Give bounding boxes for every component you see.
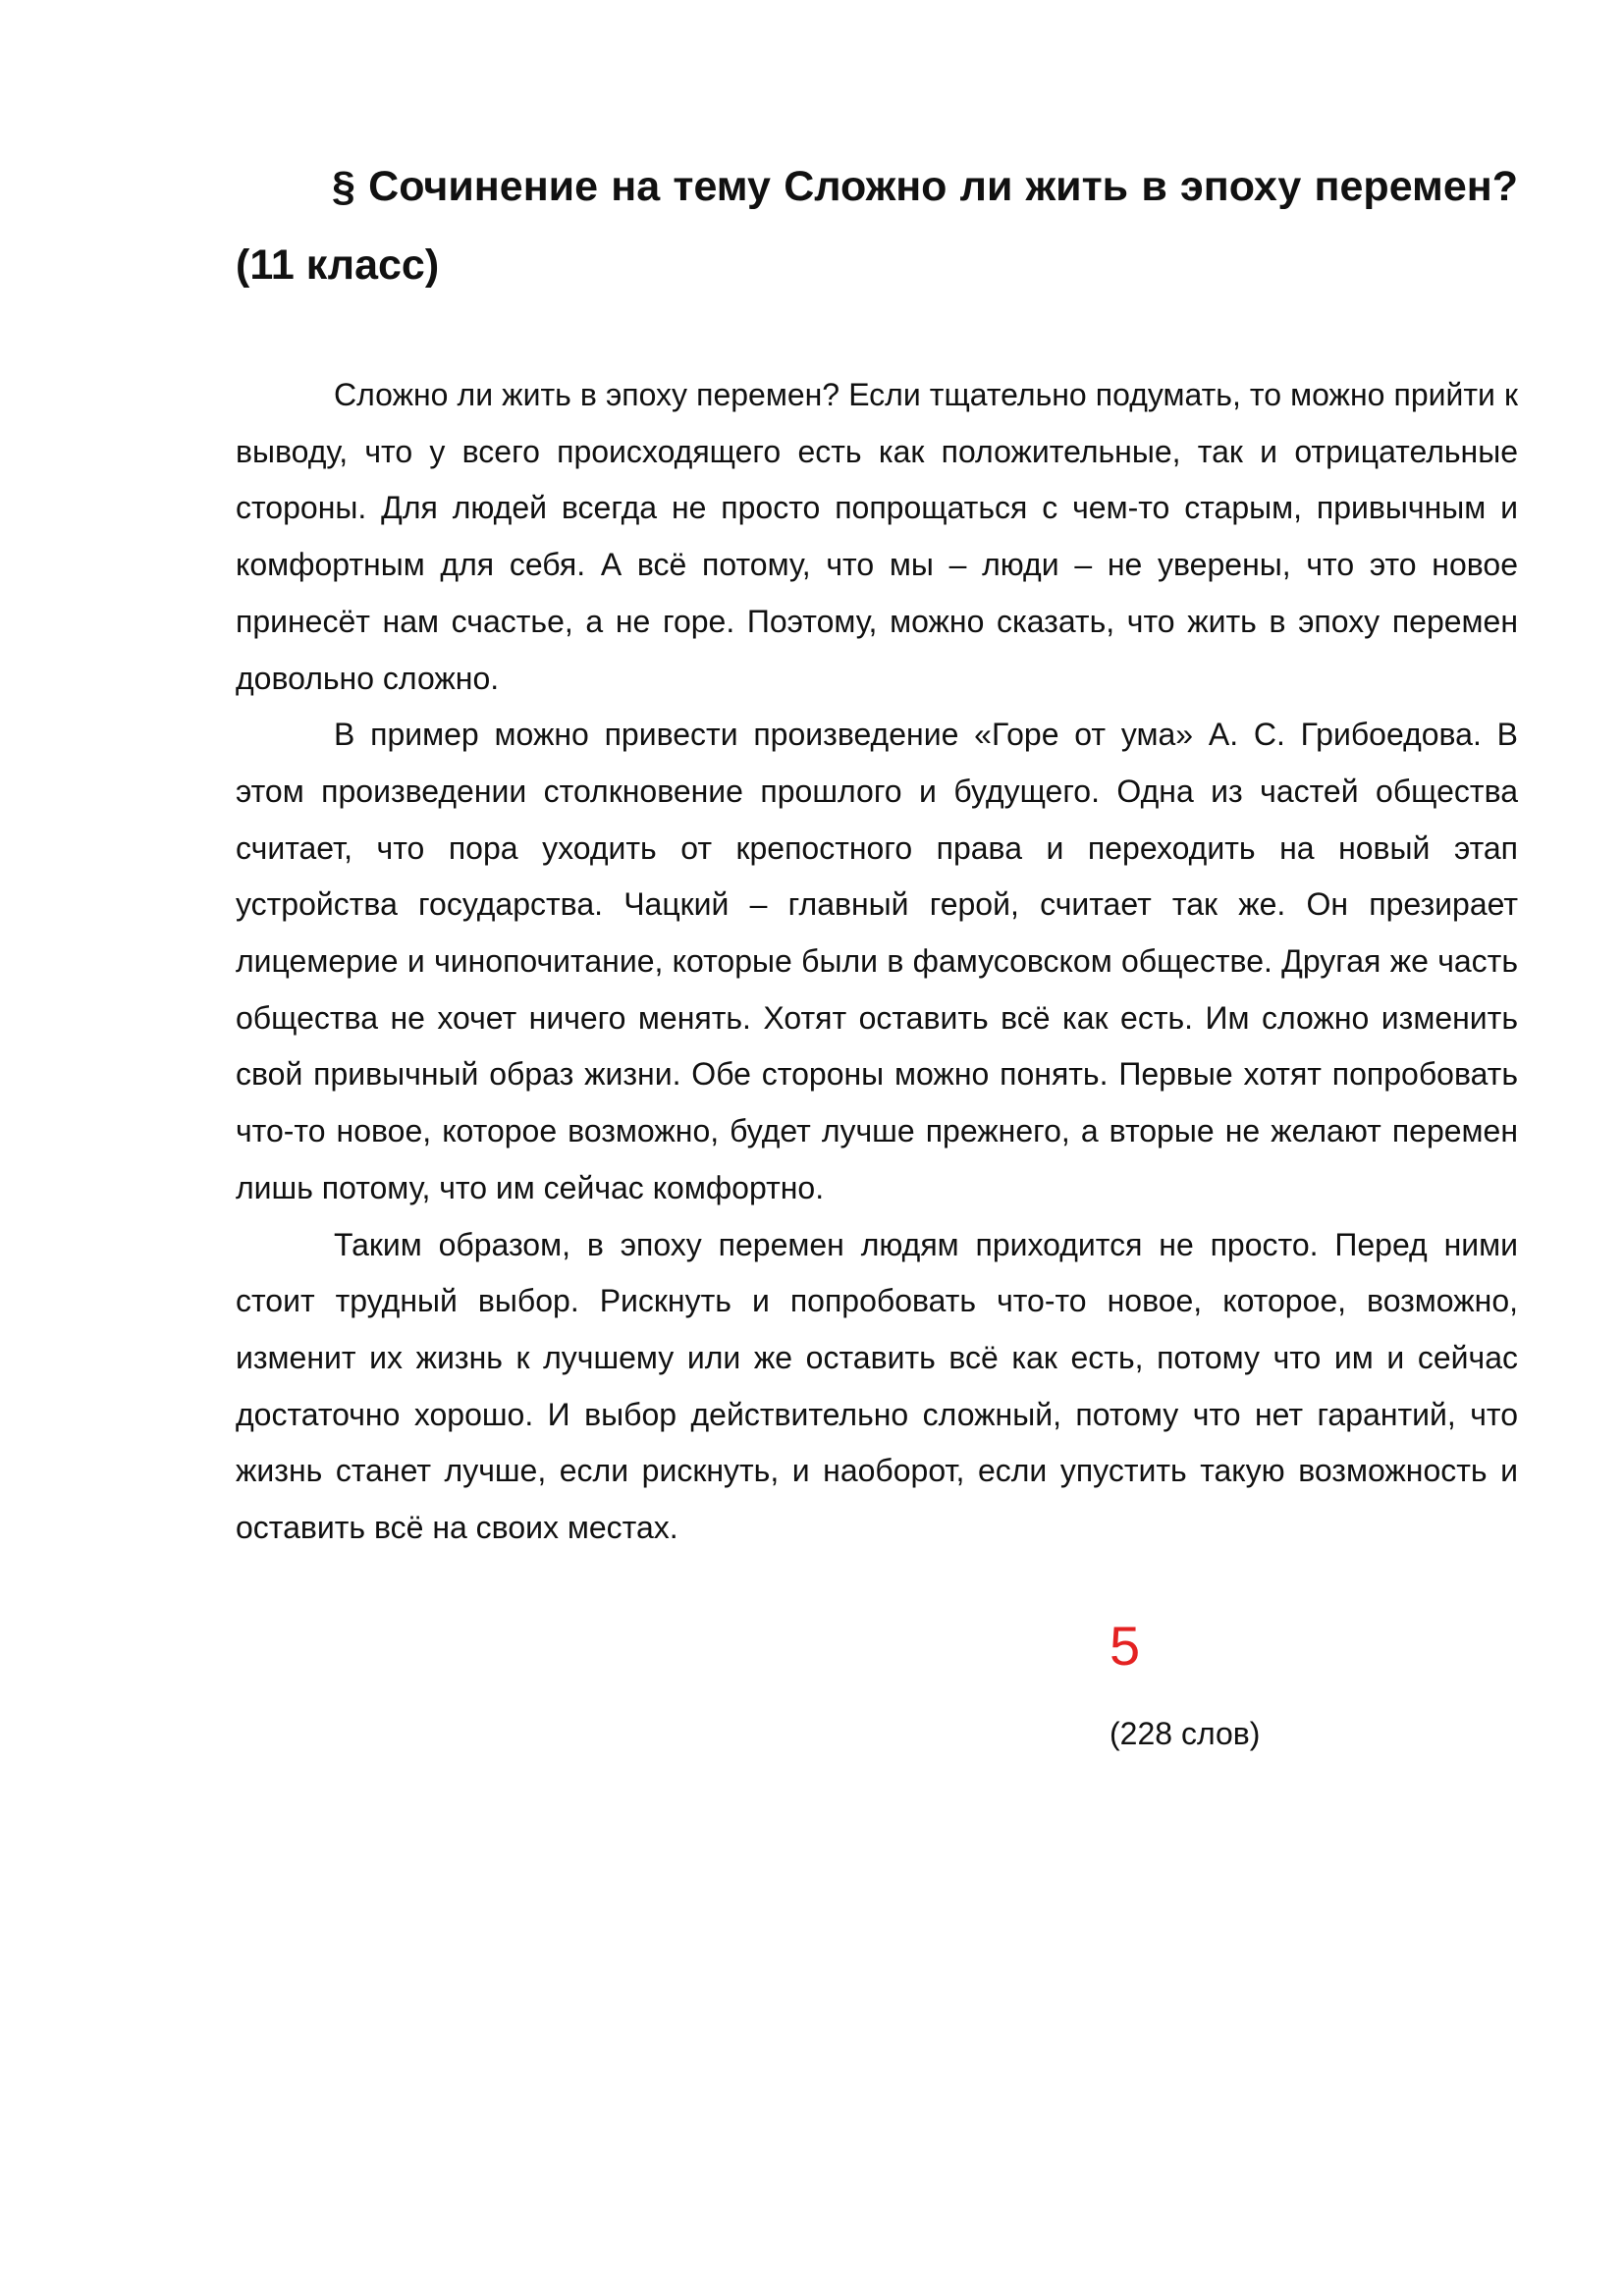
essay-title: § Сочинение на тему Сложно ли жить в эпоху перемен? (11 класс) bbox=[236, 163, 1518, 289]
grade-mark: 5 bbox=[1110, 1615, 1141, 1677]
essay-body bbox=[236, 367, 1518, 1557]
word-count: (228 слов) bbox=[1110, 1716, 1261, 1751]
essay-content bbox=[236, 147, 1518, 1557]
essay-paragraph-3: Таким образом, в эпоху перемен людям приходится не просто. Перед ними стоит трудный выбор. Рискнуть и попробовать что-то новое, которое, возможно, изменит их жизнь к лучшему или же оставить всё как есть, потому что им и сейчас достаточно хорошо. И выбор действительно сложный, потому что нет гарантий, что жизнь станет лучше, если рискнуть, и наоборот, если упустить такую возможность и оставить всё на своих местах. bbox=[236, 1226, 1518, 1546]
essay-paragraph-2: В пример можно привести произведение «Горе от ума» А. С. Грибоедова. В этом произведении столкновение прошлого и будущего. Одна из частей общества считает, что пора уходить от крепостного права и переходить на новый этап устройства государства. Чацкий – главный герой, считает так же. Он презирает лицемерие и чинопочитание, которые были в фамусовском обществе. Другая же часть общества не хочет ничего менять. Хотят оставить всё как есть. Им сложно изменить свой привычный образ жизни. Обе стороны можно понять. Первые хотят попробовать что-то новое, которое возможно, будет лучше прежнего, а вторые не желают перемен лишь потому, что им сейчас комфортно. bbox=[236, 717, 1518, 1205]
essay-paragraph-1: Сложно ли жить в эпоху перемен? Если тщательно подумать, то можно прийти к выводу, что у всего происходящего есть как положительные, так и отрицательные стороны. Для людей всегда не просто попрощаться с чем-то старым, привычным и комфортным для себя. А всё потому, что мы – люди – не уверены, что это новое принесёт нам счастье, а не горе. Поэтому, можно сказать, что жить в эпоху перемен довольно сложно. bbox=[236, 377, 1518, 696]
